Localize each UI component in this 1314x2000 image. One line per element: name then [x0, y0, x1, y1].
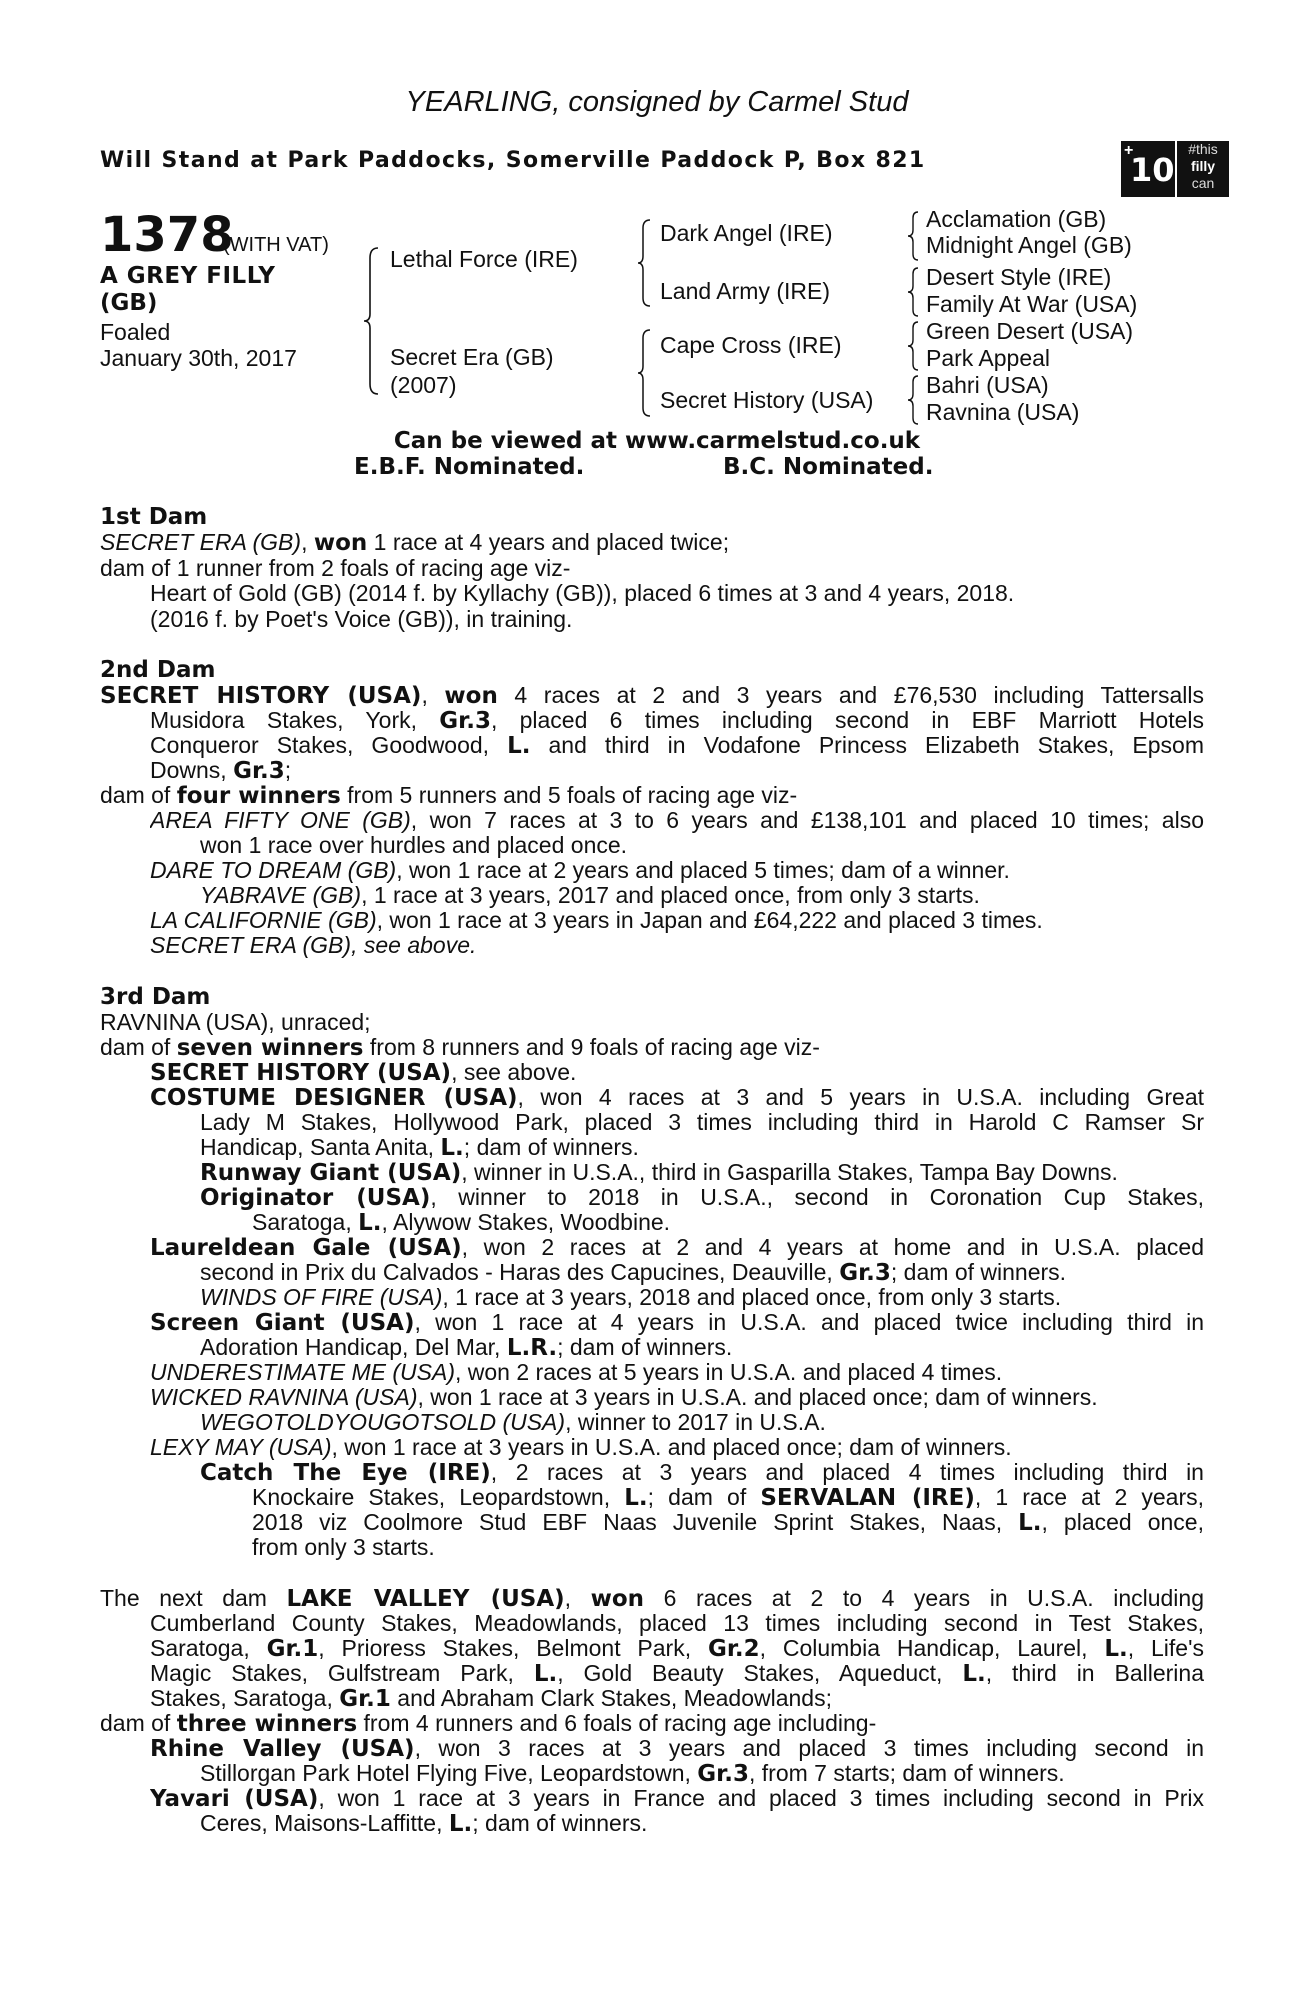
horse-name: WEGOTOLDYOUGOTSOLD (USA)	[200, 1409, 566, 1435]
horse-name: COSTUME DESIGNER (USA)	[150, 1085, 518, 1111]
text: , see above.	[451, 1059, 577, 1085]
text: , 2 races at 3 years and placed 4 times including third in	[490, 1460, 1204, 1485]
lot-description-country: (GB)	[100, 290, 158, 316]
text: from 5 runners and 5 foals of racing age viz-	[340, 782, 798, 808]
text: , won 1 race at 2 years and placed 5 times; dam of a winner.	[396, 857, 1010, 883]
listed: L.	[440, 1135, 464, 1161]
text: Stillorgan Park Hotel Flying Five, Leopardstown,	[200, 1760, 698, 1786]
text: 6 races at 2 to 4 years in U.S.A. including	[644, 1586, 1204, 1611]
text: The next dam	[100, 1586, 287, 1611]
third-dam-line	[200, 1460, 1204, 1486]
won-label: won	[444, 683, 498, 709]
viewing-link[interactable]: Can be viewed at www.carmelstud.co.uk	[393, 428, 921, 454]
second-dam-line	[150, 808, 1204, 834]
text: , Life's	[1127, 1636, 1204, 1661]
text: Downs,	[150, 757, 234, 783]
badge-text-2: filly	[1190, 158, 1216, 174]
ebf-nomination: E.B.F. Nominated.	[354, 454, 585, 480]
text: ;	[284, 757, 292, 783]
second-dam-line: won 1 race over hurdles and placed once.	[200, 832, 628, 858]
listed: L.	[1018, 1510, 1042, 1536]
second-dam-line	[100, 683, 1204, 709]
catalogue-header: YEARLING, consigned by Carmel Stud	[405, 86, 909, 118]
next-dam-line	[150, 1736, 1204, 1762]
pedigree-brace-dam	[636, 328, 654, 418]
text: , won 4 races at 3 and 5 years in U.S.A. including Great	[517, 1085, 1204, 1110]
third-dam-line	[200, 1135, 1204, 1162]
text: , Gold Beauty Stakes, Aqueduct,	[557, 1661, 963, 1686]
text: Handicap, Santa Anita,	[200, 1134, 441, 1160]
third-dam-line	[150, 1085, 1204, 1111]
lot-number: 1378	[100, 207, 234, 263]
pedigree-brace-g3-1	[906, 210, 922, 262]
second-dam-line	[150, 708, 1204, 734]
pedigree-gen3-2: Midnight Angel (GB)	[926, 232, 1132, 258]
text: , won 1 race at 4 years in U.S.A. and placed twice including third in	[414, 1310, 1204, 1335]
first-dam-line: dam of 1 runner from 2 foals of racing age viz-	[100, 555, 571, 581]
next-dam-line	[150, 1786, 1204, 1812]
horse-name: SECRET ERA (GB)	[150, 932, 352, 958]
text: , third in Ballerina	[985, 1661, 1204, 1686]
text: Stakes, Saratoga,	[150, 1685, 340, 1711]
text: , placed once,	[1041, 1510, 1204, 1535]
horse-name: LA CALIFORNIE (GB)	[150, 907, 377, 933]
horse-name: SECRET ERA (GB)	[100, 529, 302, 555]
text: 2018 viz Coolmore Stud EBF Naas Juvenile Sprint Stakes, Naas,	[252, 1510, 1019, 1535]
third-dam-heading: 3rd Dam	[100, 984, 211, 1010]
grade: Gr.1	[339, 1686, 391, 1712]
third-dam-line	[252, 1485, 1204, 1511]
text: and Abraham Clark Stakes, Meadowlands;	[390, 1685, 832, 1711]
grade: Gr.2	[707, 1636, 760, 1662]
listed: L.	[507, 733, 531, 759]
listed: L.	[624, 1485, 648, 1511]
third-dam-line	[200, 1160, 1204, 1187]
text: dam of	[100, 1710, 177, 1736]
text: 1 race at 4 years and placed twice;	[367, 529, 730, 555]
next-dam-line	[200, 1811, 1204, 1838]
third-dam-line	[150, 1310, 1204, 1336]
third-dam-line	[100, 1035, 1204, 1062]
text: dam of	[100, 1034, 177, 1060]
next-dam-line	[200, 1761, 1204, 1788]
horse-name: Yavari (USA)	[150, 1786, 319, 1812]
second-dam-line	[150, 758, 1204, 785]
text: , 1 race at 3 years, 2018 and placed once, from only 3 starts.	[442, 1284, 1062, 1310]
third-dam-line	[150, 1360, 1204, 1386]
badge-number: 10	[1130, 151, 1175, 189]
pedigree-sire: Lethal Force (IRE)	[390, 246, 578, 272]
text: , won 2 races at 2 and 4 years at home and in U.S.A. placed	[461, 1235, 1204, 1260]
horse-name: Catch The Eye (IRE)	[200, 1460, 491, 1486]
pedigree-dam-sire: Cape Cross (IRE)	[660, 332, 842, 358]
pedigree-gen3-4: Family At War (USA)	[926, 291, 1138, 317]
horse-name: Rhine Valley (USA)	[150, 1736, 415, 1762]
listed: L.	[1104, 1636, 1128, 1662]
text: , Alywow Stakes, Woodbine.	[381, 1209, 671, 1235]
third-dam-line	[252, 1210, 1204, 1237]
badge-text-3: can	[1191, 175, 1215, 191]
pedigree-dam: Secret Era (GB)	[390, 344, 554, 370]
badge-text-1: #this	[1188, 141, 1218, 157]
pedigree-sire-sire: Dark Angel (IRE)	[660, 220, 833, 246]
listed: L.	[358, 1210, 382, 1236]
text: second in Prix du Calvados - Haras des Capucines, Deauville,	[200, 1259, 840, 1285]
text: Saratoga,	[150, 1636, 267, 1661]
third-dam-line	[252, 1510, 1204, 1536]
first-dam-line: (2016 f. by Poet's Voice (GB)), in training.	[150, 606, 573, 632]
horse-name: Screen Giant (USA)	[150, 1310, 415, 1336]
next-dam-line	[150, 1636, 1204, 1662]
text: , winner to 2017 in U.S.A.	[565, 1409, 826, 1435]
third-dam-line: from only 3 starts.	[252, 1534, 435, 1560]
text: ; dam of winners.	[472, 1810, 648, 1836]
second-dam-line	[150, 933, 1204, 959]
badge-plus: +	[1124, 142, 1134, 159]
horse-name: DARE TO DREAM (GB)	[150, 857, 397, 883]
this-filly-can-badge	[1121, 141, 1229, 197]
text: , won 1 race at 3 years in Japan and £64,222 and placed 3 times.	[376, 907, 1043, 933]
text: ,	[301, 529, 314, 555]
text: ; dam of winners.	[890, 1259, 1067, 1285]
winners-count: four winners	[176, 783, 341, 809]
text: Musidora Stakes, York,	[150, 708, 440, 733]
third-dam-line	[200, 1185, 1204, 1211]
stand-location: Will Stand at Park Paddocks, Somerville Paddock P, Box 821	[100, 148, 926, 173]
third-dam-line	[150, 1060, 1204, 1087]
lot-vat: (WITH VAT)	[223, 234, 329, 256]
text: from 8 runners and 9 foals of racing age viz-	[363, 1034, 820, 1060]
text: ; dam of winners.	[463, 1134, 639, 1160]
pedigree-gen3-8: Ravnina (USA)	[926, 399, 1080, 425]
second-dam-line	[200, 883, 1204, 909]
pedigree-sire-dam: Land Army (IRE)	[660, 278, 830, 304]
text: , from 7 starts; dam of winners.	[748, 1760, 1065, 1786]
listed: L.	[962, 1661, 986, 1687]
pedigree-brace-main	[362, 246, 382, 396]
text: , winner in U.S.A., third in Gasparilla Stakes, Tampa Bay Downs.	[461, 1159, 1118, 1185]
next-dam-line	[100, 1711, 1204, 1738]
text: Conqueror Stakes, Goodwood,	[150, 733, 508, 758]
text: , winner to 2018 in U.S.A., second in Coronation Cup Stakes,	[430, 1185, 1204, 1210]
winners-count: seven winners	[176, 1035, 364, 1061]
pedigree-dam-dam: Secret History (USA)	[660, 387, 874, 413]
next-dam-line	[150, 1686, 1204, 1713]
first-dam-line: Heart of Gold (GB) (2014 f. by Kyllachy (GB)), placed 6 times at 3 and 4 years, 2018.	[150, 580, 1015, 606]
bc-nomination: B.C. Nominated.	[723, 454, 934, 480]
text: , see above.	[351, 932, 477, 958]
text: ; dam of	[647, 1485, 761, 1510]
next-dam-line	[100, 1586, 1204, 1612]
next-dam-line: Cumberland County Stakes, Meadowlands, placed 13 times including second in Test Stakes,	[150, 1611, 1204, 1636]
second-dam-heading: 2nd Dam	[100, 657, 216, 683]
pedigree-gen3-7: Bahri (USA)	[926, 372, 1049, 398]
horse-name: SERVALAN (IRE)	[760, 1485, 975, 1511]
text: from 4 runners and 6 foals of racing age including-	[357, 1710, 877, 1736]
won-label: won	[313, 530, 368, 556]
won-label: won	[590, 1586, 645, 1612]
horse-name: AREA FIFTY ONE (GB)	[150, 808, 411, 833]
text: , won 1 race at 3 years in France and placed 3 times including second in Prix	[318, 1786, 1204, 1811]
first-dam-heading: 1st Dam	[100, 504, 208, 530]
grade: Gr.3	[439, 708, 491, 734]
horse-name: Laureldean Gale (USA)	[150, 1235, 462, 1261]
listed: L.	[448, 1811, 473, 1837]
text: , won 1 race at 3 years in U.S.A. and placed once; dam of winners.	[417, 1384, 1098, 1410]
text: Ceres, Maisons-Laffitte,	[200, 1810, 449, 1836]
first-dam-line	[100, 530, 1204, 557]
horse-name: WICKED RAVNINA (USA)	[150, 1384, 418, 1410]
text: ; dam of winners.	[557, 1334, 733, 1360]
pedigree-brace-g3-4	[906, 374, 922, 426]
horse-name: UNDERESTIMATE ME (USA)	[150, 1359, 455, 1385]
text: , 1 race at 3 years, 2017 and placed once, from only 3 starts.	[361, 882, 980, 908]
horse-name: SECRET HISTORY (USA)	[100, 683, 422, 709]
horse-name: LAKE VALLEY (USA)	[286, 1586, 565, 1612]
horse-name: Runway Giant (USA)	[200, 1160, 462, 1186]
second-dam-line	[150, 733, 1204, 759]
pedigree-brace-g3-3	[906, 320, 922, 372]
grade: Gr.3	[839, 1260, 891, 1286]
third-dam-line	[200, 1335, 1204, 1362]
text: 4 races at 2 and 3 years and £76,530 including Tattersalls	[497, 683, 1204, 708]
listed: L.	[533, 1661, 558, 1687]
horse-name: SECRET HISTORY (USA)	[150, 1060, 452, 1086]
pedigree-brace-sire	[636, 218, 654, 308]
third-dam-line	[200, 1260, 1204, 1287]
third-dam-line	[200, 1285, 1204, 1311]
next-dam-line	[150, 1661, 1204, 1687]
pedigree-gen3-5: Green Desert (USA)	[926, 318, 1134, 344]
text: dam of	[100, 782, 177, 808]
text: Magic Stakes, Gulfstream Park,	[150, 1661, 534, 1686]
text: Saratoga,	[252, 1209, 359, 1235]
grade: Gr.3	[233, 758, 285, 784]
grade: Gr.3	[697, 1761, 749, 1787]
text: , won 2 races at 5 years in U.S.A. and placed 4 times.	[454, 1359, 1003, 1385]
text: , won 3 races at 3 years and placed 3 times including second in	[414, 1736, 1204, 1761]
grade: Gr.1	[266, 1636, 319, 1662]
text: , Prioress Stakes, Belmont Park,	[318, 1636, 708, 1661]
second-dam-line	[100, 783, 1204, 810]
text: Knockaire Stakes, Leopardstown,	[252, 1485, 625, 1510]
text: and third in Vodafone Princess Elizabeth Stakes, Epsom	[530, 733, 1204, 758]
third-dam-line	[150, 1235, 1204, 1261]
horse-name: WINDS OF FIRE (USA)	[200, 1284, 443, 1310]
text: ,	[564, 1586, 591, 1611]
text: Adoration Handicap, Del Mar,	[200, 1334, 507, 1360]
second-dam-line	[150, 908, 1204, 934]
third-dam-line	[150, 1385, 1204, 1411]
text: , Columbia Handicap, Laurel,	[759, 1636, 1105, 1661]
pedigree-gen3-3: Desert Style (IRE)	[926, 264, 1112, 290]
foaled-label: Foaled	[100, 319, 171, 345]
text: , placed 6 times including second in EBF Marriott Hotels	[490, 708, 1204, 733]
pedigree-dam-year: (2007)	[390, 372, 457, 398]
second-dam-line	[150, 858, 1204, 884]
horse-name: YABRAVE (GB)	[200, 882, 362, 908]
text: , 1 race at 2 years,	[974, 1485, 1204, 1510]
text: , won 1 race at 3 years in U.S.A. and placed once; dam of winners.	[331, 1434, 1012, 1460]
text: , won 7 races at 3 to 6 years and £138,101 and placed 10 times; also	[410, 808, 1204, 833]
pedigree-gen3-1: Acclamation (GB)	[926, 206, 1107, 232]
pedigree-gen3-6: Park Appeal	[926, 345, 1051, 371]
listed: L.R.	[506, 1335, 558, 1361]
third-dam-line: Lady M Stakes, Hollywood Park, placed 3 times including third in Harold C Ramser Sr	[200, 1110, 1204, 1135]
pedigree-brace-g3-2	[906, 266, 922, 318]
lot-description: A GREY FILLY	[100, 263, 276, 289]
horse-name: Originator (USA)	[200, 1185, 431, 1211]
third-dam-line	[200, 1410, 1204, 1436]
text: ,	[421, 683, 445, 708]
horse-name: LEXY MAY (USA)	[150, 1434, 332, 1460]
third-dam-line: RAVNINA (USA), unraced;	[100, 1009, 371, 1035]
foaled-date: January 30th, 2017	[100, 345, 297, 371]
winners-count: three winners	[176, 1711, 358, 1737]
third-dam-line	[150, 1435, 1204, 1461]
